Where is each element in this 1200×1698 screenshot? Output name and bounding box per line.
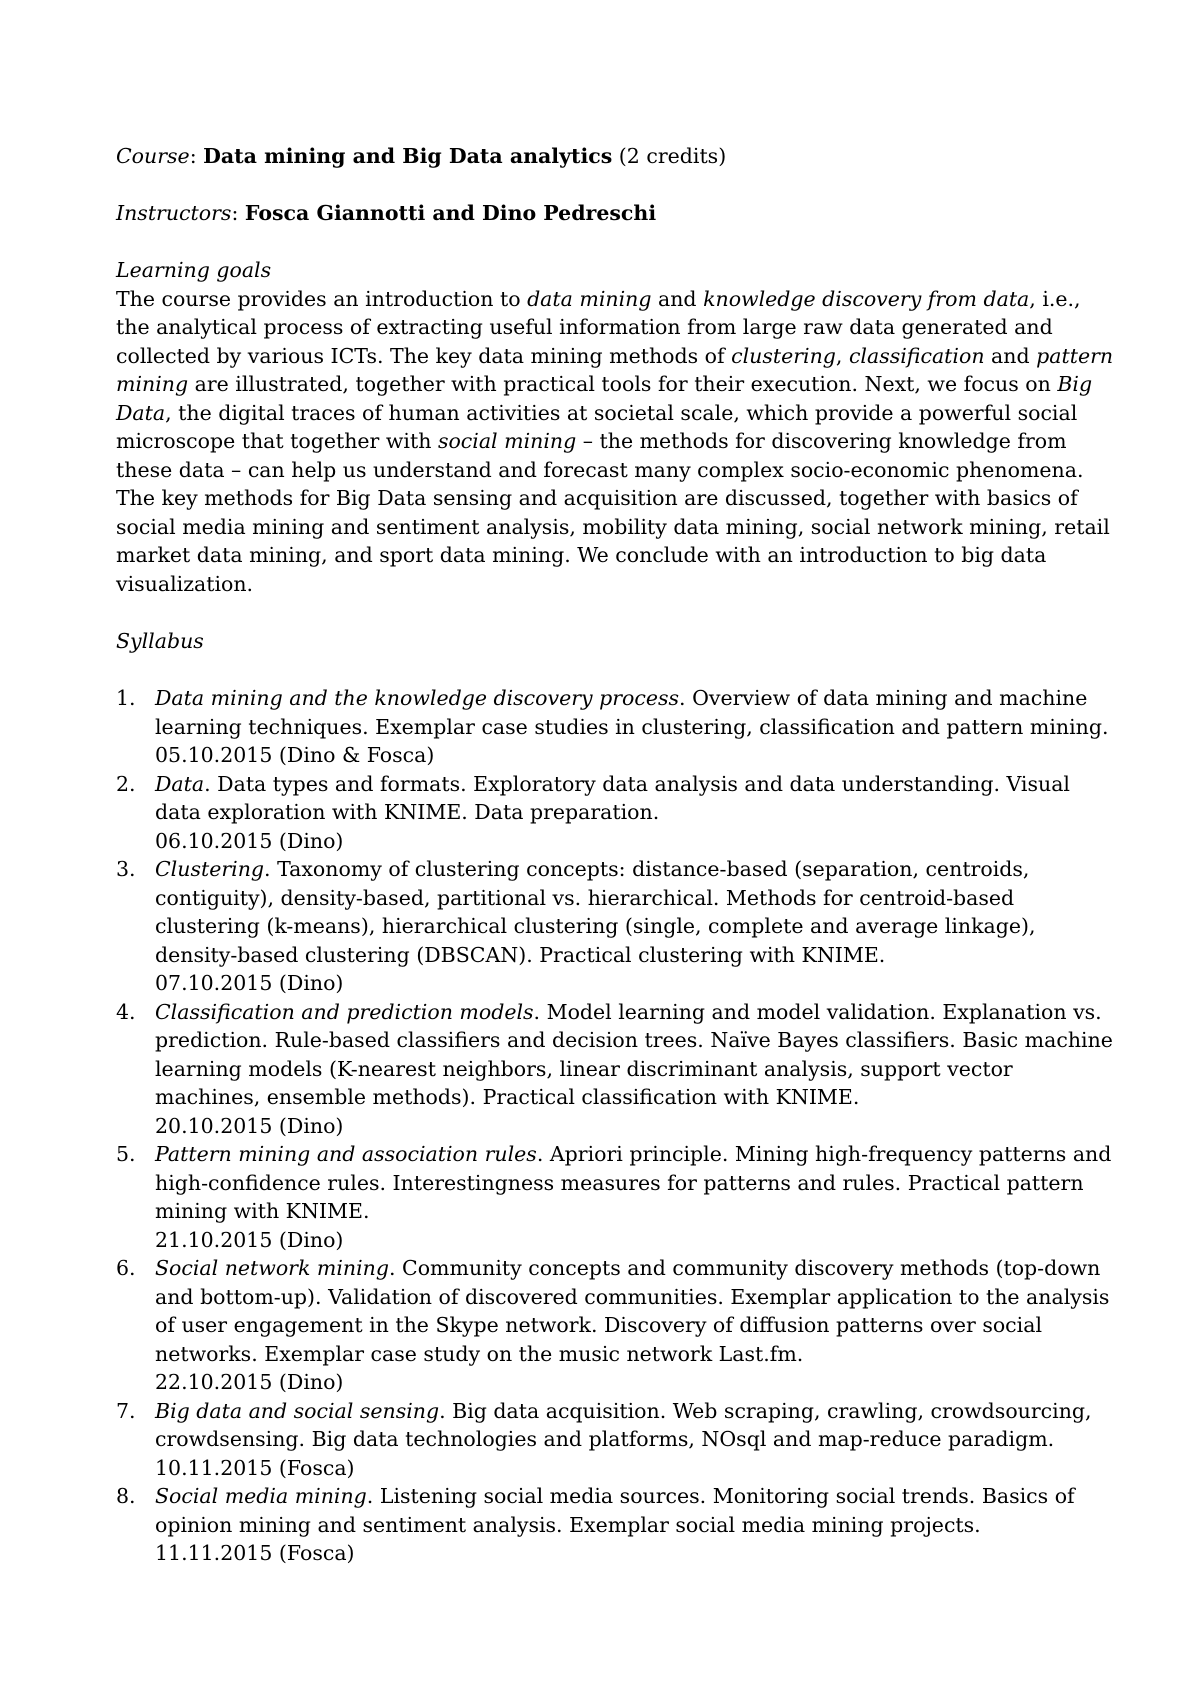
learning-goals-section [116, 256, 1116, 598]
goals-text-4: , [835, 343, 849, 368]
item-date: 20.10.2015 (Dino) [155, 1113, 344, 1138]
item-title: Big data and social sensing [155, 1398, 440, 1423]
item-text: . Listening social media sources. Monitoring social trends. Basics of opinion mining and sentiment analysis. Exemplar social media mining projects. [155, 1484, 1075, 1537]
goals-term-pattern-mining: pattern mining [116, 343, 1114, 396]
item-number: 5. [116, 1142, 136, 1166]
item-text: . Overview of data mining and machine learning techniques. Exemplar case studies in clustering, classification and pattern mining. [155, 686, 1109, 739]
item-date: 07.10.2015 (Dino) [155, 971, 344, 995]
learning-goals-heading: Learning goals [116, 258, 272, 282]
item-text: . Model learning and model validation. Explanation vs. prediction. Rule-based classifiers and decision trees. Naïve Bayes classifiers. Basic machine learning models (K-nearest neighbors, linear discriminant analysis, support vector machines, ensemble methods). Practical classification with KNIME. [155, 999, 1113, 1109]
course-title: Data mining and Big Data analytics [203, 144, 613, 168]
goals-term-data-mining: data mining [527, 286, 652, 311]
goals-term-clustering: clustering [731, 343, 836, 368]
syllabus-item [116, 1397, 1116, 1483]
item-title: Social network mining [155, 1256, 389, 1280]
syllabus-item [116, 1140, 1116, 1254]
item-number: 4. [116, 999, 136, 1024]
item-date: 22.10.2015 (Dino) [155, 1370, 344, 1394]
goals-text-6: are illustrated, together with practical tools for their execution. Next, we focus on [188, 372, 1058, 396]
item-date: 21.10.2015 (Dino) [155, 1227, 344, 1252]
syllabus-item [116, 998, 1116, 1141]
item-title: Pattern mining and association rules [155, 1142, 537, 1166]
item-text: . Data types and formats. Exploratory data analysis and data understanding. Visual data exploration with KNIME. Data preparation. [155, 771, 1070, 824]
instructors-names: Fosca Giannotti and Dino Pedreschi [244, 201, 657, 225]
item-title: Clustering [155, 857, 265, 881]
syllabus-list [116, 684, 1116, 1568]
item-text: . Apriori principle. Mining high-frequency patterns and high-confidence rules. Interestingness measures for patterns and rules. Practical pattern mining with KNIME. [155, 1142, 1112, 1223]
goals-text-2: and [651, 286, 704, 311]
course-label: Course [116, 144, 190, 168]
item-date: 06.10.2015 (Dino) [155, 828, 344, 853]
course-line: Course: Data mining and Big Data analytics (2 credits) [116, 144, 727, 168]
item-title: Data mining and the knowledge discovery process [155, 686, 680, 710]
goals-text-5: and [984, 343, 1037, 368]
item-text: . Big data acquisition. Web scraping, crawling, crowdsourcing, crowdsensing. Big data technologies and platforms, NOsql and map-reduce paradigm. [155, 1398, 1092, 1451]
instructors-label: Instructors [116, 201, 232, 225]
item-title: Data [155, 771, 205, 796]
goals-text-3: , i.e., the analytical process of extracting useful information from large raw data generated and collected by various ICTs. The key data mining methods of [116, 286, 1081, 368]
goals-text-7: , the digital traces of human activities at societal scale, which provide a powerful social microscope that together with [116, 400, 1078, 453]
goals-term-big-data: Big Data [116, 372, 1093, 425]
syllabus-item [116, 855, 1116, 998]
syllabus-item [116, 1482, 1116, 1568]
item-number: 3. [116, 857, 136, 881]
goals-text-1: The course provides an introduction to [116, 286, 528, 311]
course-credits: (2 credits) [618, 144, 727, 168]
item-title: Social media mining [155, 1484, 367, 1508]
item-date: 10.11.2015 (Fosca) [155, 1455, 355, 1480]
syllabus-item [116, 1254, 1116, 1397]
learning-goals-paragraph [116, 285, 1116, 599]
item-number: 2. [116, 771, 136, 796]
item-date: 11.11.2015 (Fosca) [155, 1541, 355, 1565]
item-date: 05.10.2015 (Dino & Fosca) [155, 743, 435, 767]
item-number: 1. [116, 686, 136, 710]
syllabus-heading: Syllabus [116, 629, 204, 653]
item-number: 8. [116, 1484, 136, 1508]
goals-text-8: – the methods for discovering knowledge from these data – can help us understand and forecast many complex socio-economic phenomena. The key methods for Big Data sensing and acquisition are discussed, together with basics of social media mining and sentiment analysis, mobility data mining, social network mining, retail market data mining, and sport data mining. We conclude with an introduction to big data visualization. [116, 429, 1110, 596]
item-text: . Taxonomy of clustering concepts: distance-based (separation, centroids, contiguity), density-based, partitional vs. hierarchical. Methods for centroid-based clustering (k-means), hierarchical clustering (single, complete and average linkage), density-based clustering (DBSCAN). Practical clustering with KNIME. [155, 857, 1036, 967]
syllabus-item [116, 770, 1116, 856]
syllabus-item [116, 684, 1116, 770]
goals-term-classification: classification [848, 343, 985, 368]
instructors-line: Instructors: Fosca Giannotti and Dino Pedreschi [116, 201, 657, 225]
item-title: Classification and prediction models [155, 999, 534, 1024]
goals-term-social-mining: social mining [437, 429, 577, 453]
item-text: . Community concepts and community discovery methods (top-down and bottom-up). Validation of discovered communities. Exemplar application to the analysis of user engagement in the Skype network. Discovery of diffusion patterns over social networks. Exemplar case study on the music network Last.fm. [155, 1256, 1110, 1366]
item-number: 7. [116, 1398, 136, 1423]
item-number: 6. [116, 1256, 136, 1280]
goals-term-knowledge-discovery: knowledge discovery from data [703, 286, 1030, 311]
